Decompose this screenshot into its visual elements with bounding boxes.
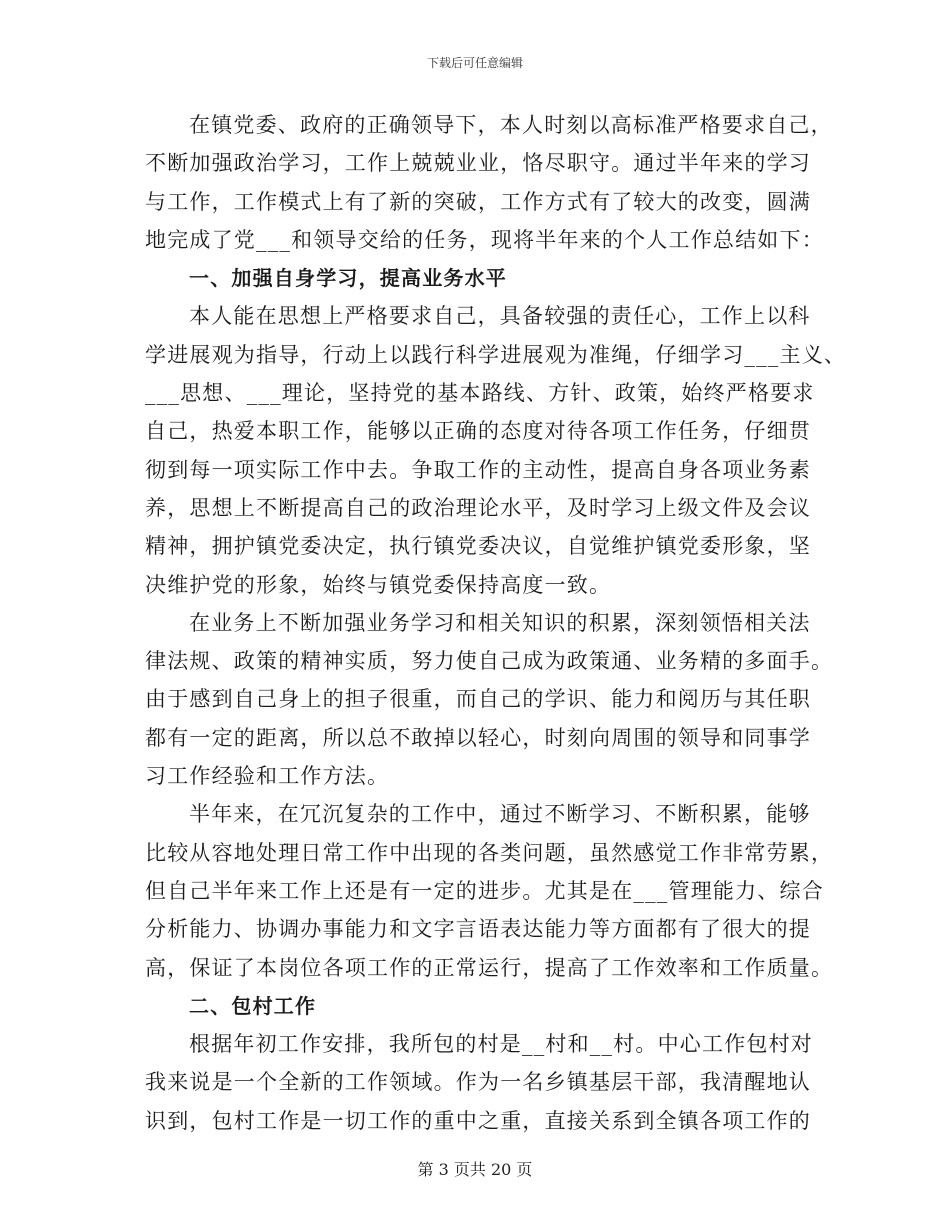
text-line: 比较从容地处理日常工作中出现的各类问题，虽然感觉工作非常劳累，: [145, 840, 834, 865]
text-line: 但自己半年来工作上还是有一定的进步。尤其是在___管理能力、综合: [145, 878, 824, 903]
page-footer: 第 3 页共 20 页: [417, 1160, 533, 1179]
text-line: 地完成了党___和领导交给的任务，现将半年来的个人工作总结如下：: [145, 227, 824, 252]
text-line: 高，保证了本岗位各项工作的正常运行，提高了工作效率和工作质量。: [145, 955, 834, 980]
text-line: 律法规、政策的精神实质，努力使自己成为政策通、业务精的多面手。: [145, 649, 834, 674]
text-line: 习工作经验和工作方法。: [145, 764, 390, 789]
text-line: 本人能在思想上严格要求自己，具备较强的责任心，工作上以科: [189, 304, 811, 329]
text-line: ___思想、___理论，坚持党的基本路线、方针、政策，始终严格要求: [145, 381, 815, 406]
text-line: 分析能力、协调办事能力和文字言语表达能力等方面都有了很大的提: [145, 917, 811, 942]
text-line: 与工作，工作模式上有了新的突破，工作方式有了较大的改变，圆满: [145, 189, 811, 214]
text-line: 决维护党的形象，始终与镇党委保持高度一致。: [145, 572, 612, 597]
section-heading: 一、加强自身学习，提高业务水平: [189, 266, 507, 291]
text-line: 精神，拥护镇党委决定，执行镇党委决议，自觉维护镇党委形象，坚: [145, 534, 811, 559]
page-header: 下载后可任意编辑: [426, 56, 523, 70]
text-line: 不断加强政治学习，工作上兢兢业业，恪尽职守。通过半年来的学习: [145, 151, 811, 176]
text-line: 彻到每一项实际工作中去。争取工作的主动性，提高自身各项业务素: [145, 457, 811, 482]
text-line: 都有一定的距离，所以总不敢掉以轻心，时刻向周围的领导和同事学: [145, 725, 811, 750]
document-body: [145, 106, 847, 1140]
text-line: 自己，热爱本职工作，能够以正确的态度对待各项工作任务，仔细贯: [145, 419, 811, 444]
text-line: 养，思想上不断提高自己的政治理论水平，及时学习上级文件及会议: [145, 495, 811, 520]
text-line: 根据年初工作安排，我所包的村是__村和__村。中心工作包村对: [189, 1032, 813, 1057]
text-line: 在镇党委、政府的正确领导下，本人时刻以高标准严格要求自己，: [189, 113, 833, 137]
text-line: 半年来，在冗沉复杂的工作中，通过不断学习、不断积累，能够: [189, 802, 811, 827]
text-line: 在业务上不断加强业务学习和相关知识的积累，深刻领悟相关法: [189, 610, 811, 635]
text-line: 由于感到自己身上的担子很重，而自己的学识、能力和阅历与其任职: [145, 687, 811, 712]
text-line: 学进展观为指导，行动上以践行科学进展观为准绳，仔细学习___主义、: [145, 342, 847, 367]
text-line: 我来说是一个全新的工作领域。作为一名乡镇基层干部，我清醒地认: [145, 1070, 811, 1095]
section-heading: 二、包村工作: [189, 993, 317, 1018]
text-line: 识到，包村工作是一切工作的重中之重，直接关系到全镇各项工作的: [145, 1108, 811, 1133]
